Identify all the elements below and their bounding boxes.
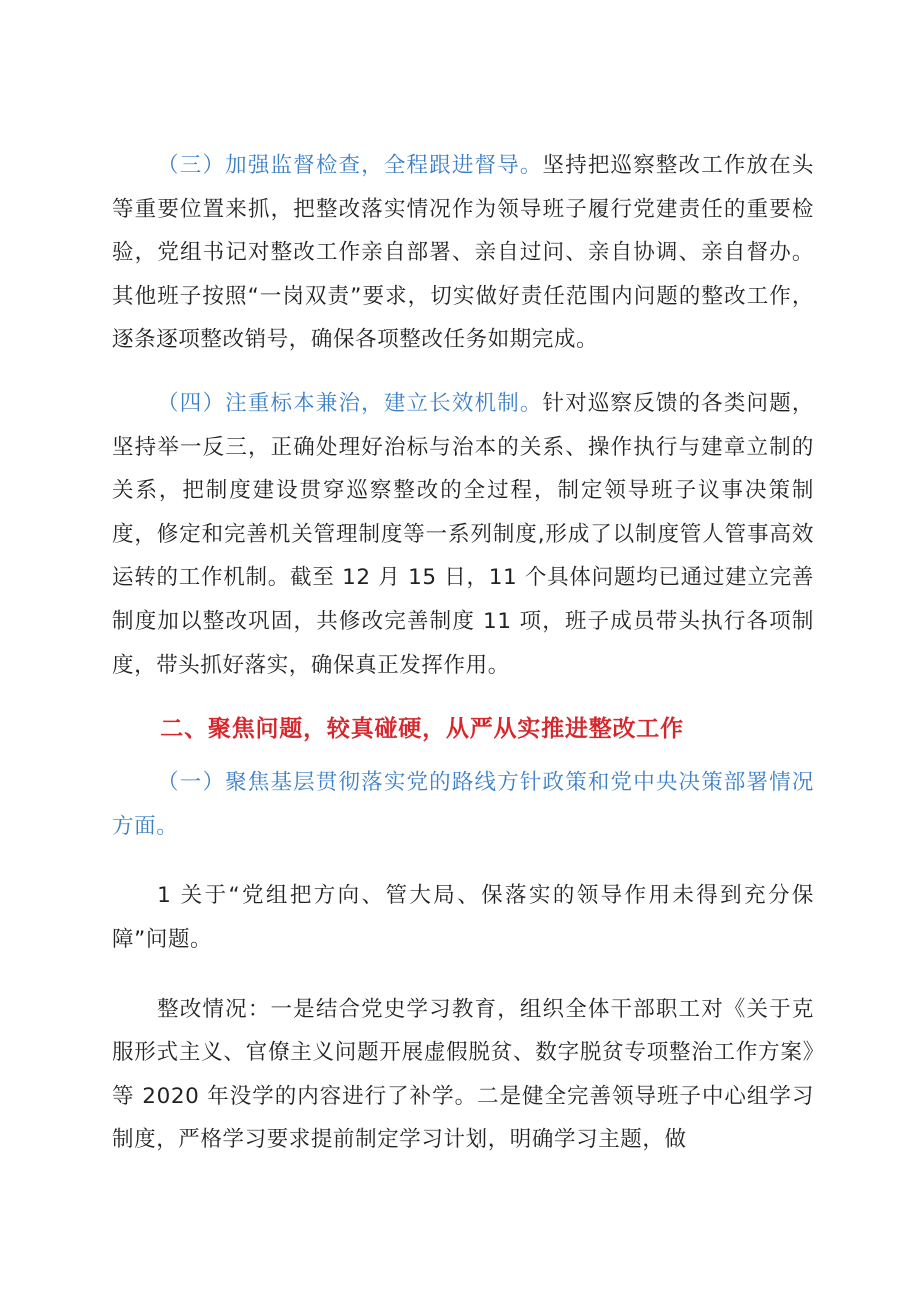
document-page bbox=[112, 144, 814, 1162]
section-heading: 二、聚焦问题，较真碰硬，从严从实推进整改工作 bbox=[160, 716, 684, 743]
paragraph-supervision bbox=[112, 144, 814, 362]
subsection-heading: （一）聚焦基层贯彻落实党的路线方针政策和党中央决策部署情况方面。 bbox=[112, 770, 814, 839]
paragraph-body-text: 针对巡察反馈的各类问题，坚持举一反三，正确处理好治标与治本的关系、操作执行与建章立制的关系，把制度建设贯穿巡察整改的全过程，制定领导班子议事决策制度，修定和完善机关管理制度等一系列制度,形成了以制度管人管事高效运转的工作机制。截至 12 月 15 日，11 个具体问题均已通过建立完善制度加以整改巩固，共修改完善制度 11 项，班子成员带头执行各项制度，带头抓好落实，确保真正发挥作用。 bbox=[112, 390, 814, 678]
paragraph-long-term-mechanism bbox=[112, 382, 814, 687]
rectification-paragraph: 整改情况：一是结合党史学习教育，组织全体干部职工对《关于克服形式主义、官僚主义问题开展虚假脱贫、数字脱贫专项整治工作方案》等 2020 年没学的内容进行了补学。二是健全完善领导班子中心组学习制度，严格学习要求提前制定学习计划，明确学习主题，做 bbox=[112, 996, 814, 1153]
paragraph-lead-heading: （四）注重标本兼治，建立长效机制。 bbox=[157, 390, 543, 416]
issue-item: 1 关于“党组把方向、管大局、保落实的领导作用未得到充分保障”问题。 bbox=[112, 883, 814, 952]
paragraph-lead-heading: （三）加强监督检查，全程跟进督导。 bbox=[157, 153, 543, 178]
paragraph-body-text: 坚持把巡察整改工作放在头等重要位置来抓，把整改落实情况作为领导班子履行党建责任的重要检验，党组书记对整改工作亲自部署、亲自过问、亲自协调、亲自督办。其他班子按照“一岗双责”要求，切实做好责任范围内问题的整改工作，逐条逐项整改销号，确保各项整改任务如期完成。 bbox=[112, 153, 814, 353]
